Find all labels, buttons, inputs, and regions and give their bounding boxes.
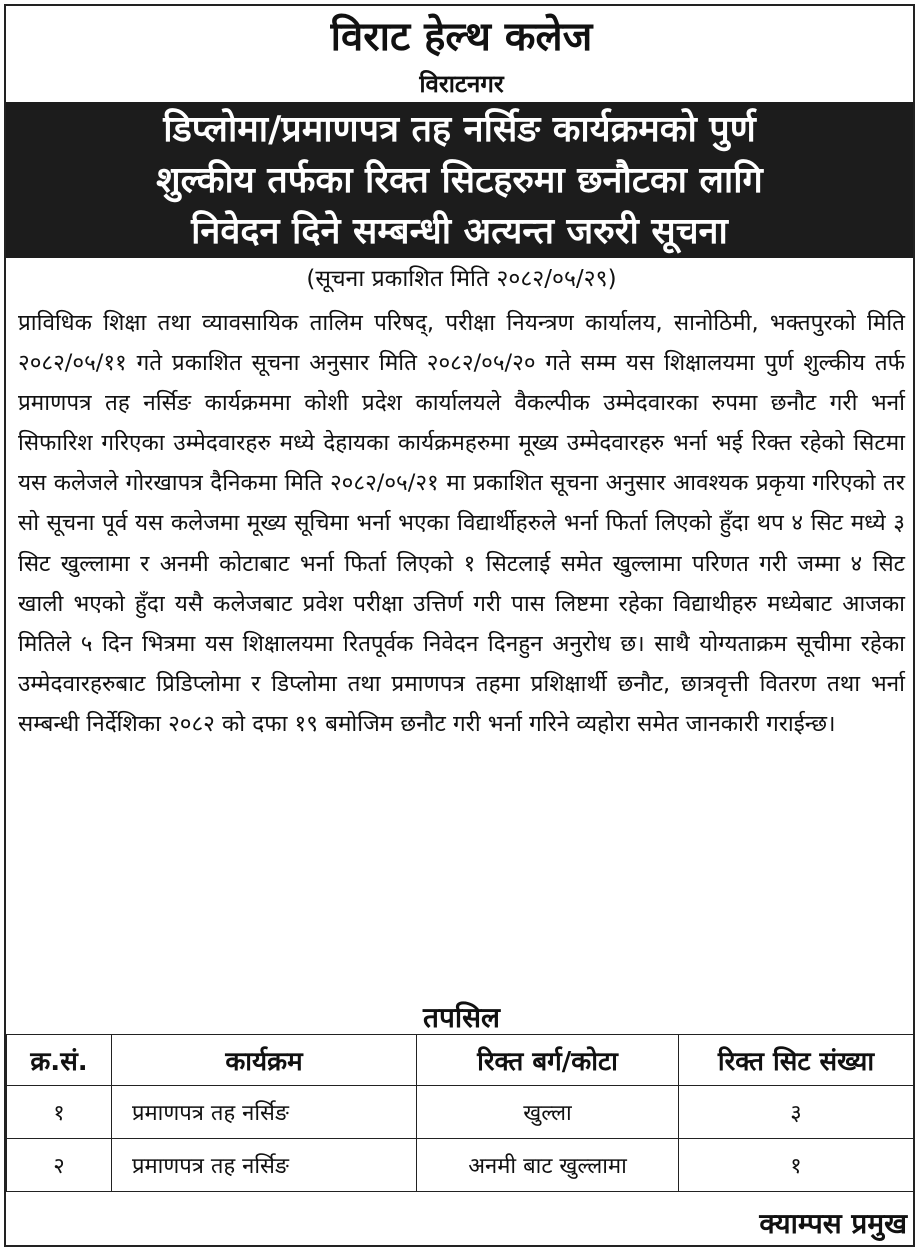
notice-title-line: शुल्कीय तर्फका रिक्त सिटहरुमा छनौटका लागि: [156, 160, 763, 201]
table-row: [7, 1086, 914, 1139]
notice-title-line: निवेदन दिने सम्बन्धी अत्यन्त जरुरी सूचना: [191, 211, 728, 252]
cell-category: खुल्ला: [417, 1086, 679, 1139]
cell-program: प्रमाणपत्र तह नर्सिङ: [112, 1086, 417, 1139]
vacant-seats-table: [6, 1034, 914, 1192]
table-header-row: [7, 1035, 914, 1086]
college-name: विराट हेल्थ कलेज: [330, 14, 593, 60]
signature-campus-chief: क्याम्पस प्रमुख: [759, 1207, 907, 1240]
column-header-sn: क्र.सं.: [7, 1035, 112, 1086]
cell-sn: २: [7, 1139, 112, 1192]
published-date: (सूचना प्रकाशित मिति २०८२/०५/२९): [306, 266, 617, 292]
notice-title-banner: [6, 102, 913, 258]
table-row: [7, 1139, 914, 1192]
notice-body: प्राविधिक शिक्षा तथा व्यावसायिक तालिम परिषद्, परीक्षा नियन्त्रण कार्यालय, सानोठिमी, भक्तपुरको मिति २०८२/०५/११ गते प्रकाशित सूचना अनुसार मिति २०८२/०५/२० गते सम्म यस शिक्षालयमा पुर्ण शुल्कीय तर्फ प्रमाणपत्र तह नर्सिङ कार्यक्रममा कोशी प्रदेश कार्यालयले वैकल्पीक उम्मेदवारका रुपमा छनौट गरी भर्ना सिफारिश गरिएका उम्मेदवारहरु मध्ये देहायका कार्यक्रमहरुमा मूख्य उम्मेदवारहरु भर्ना भई रिक्त रहेको सिटमा यस कलेजले गोरखापत्र दैनिकमा मिति २०८२/०५/२१ मा प्रकाशित सूचना अनुसार आवश्यक प्रकृया गरिएको तर सो सूचना पूर्व यस कलेजमा मूख्य सूचिमा भर्ना भएका विद्यार्थीहरुले भर्ना फिर्ता लिएको हुँदा थप ४ सिट मध्ये ३ सिट खुल्लामा र अनमी कोटाबाट भर्ना फिर्ता लिएको १ सिटलाई समेत खुल्लामा परिणत गरी जम्मा ४ सिट खाली भएको हुँदा यसै कलेजबाट प्रवेश परीक्षा उत्तिर्ण गरी पास लिष्टमा रहेका विद्याथीहरु मध्येबाट आजका मितिले ५ दिन भित्रमा यस शिक्षालयमा रितपूर्वक निवेदन दिनहुन अनुरोध छ। साथै योग्यताक्रम सूचीमा रहेका उम्मेदवारहरुबाट प्रिडिप्लोमा र डिप्लोमा तथा प्रमाणपत्र तहमा प्रशिक्षार्थी छनौट, छात्रवृत्ती वितरण तथा भर्ना सम्बन्धी निर्देशिका २०८२ को दफा १९ बमोजिम छनौट गरी भर्ना गरिने व्यहोरा समेत जानकारी गराईन्छ।: [18, 310, 905, 737]
column-header-category: रिक्त बर्ग/कोटा: [417, 1035, 679, 1086]
table-heading: तपसिल: [422, 1001, 501, 1034]
cell-program: प्रमाणपत्र तह नर्सिङ: [112, 1139, 417, 1192]
cell-seats: ३: [679, 1086, 914, 1139]
column-header-seats: रिक्त सिट संख्या: [679, 1035, 914, 1086]
college-city: विराटनगर: [419, 70, 504, 98]
cell-sn: १: [7, 1086, 112, 1139]
cell-category: अनमी बाट खुल्लामा: [417, 1139, 679, 1192]
column-header-program: कार्यक्रम: [112, 1035, 417, 1086]
cell-seats: १: [679, 1139, 914, 1192]
notice-title-line: डिप्लोमा/प्रमाणपत्र तह नर्सिङ कार्यक्रमको पुर्ण: [163, 109, 756, 150]
